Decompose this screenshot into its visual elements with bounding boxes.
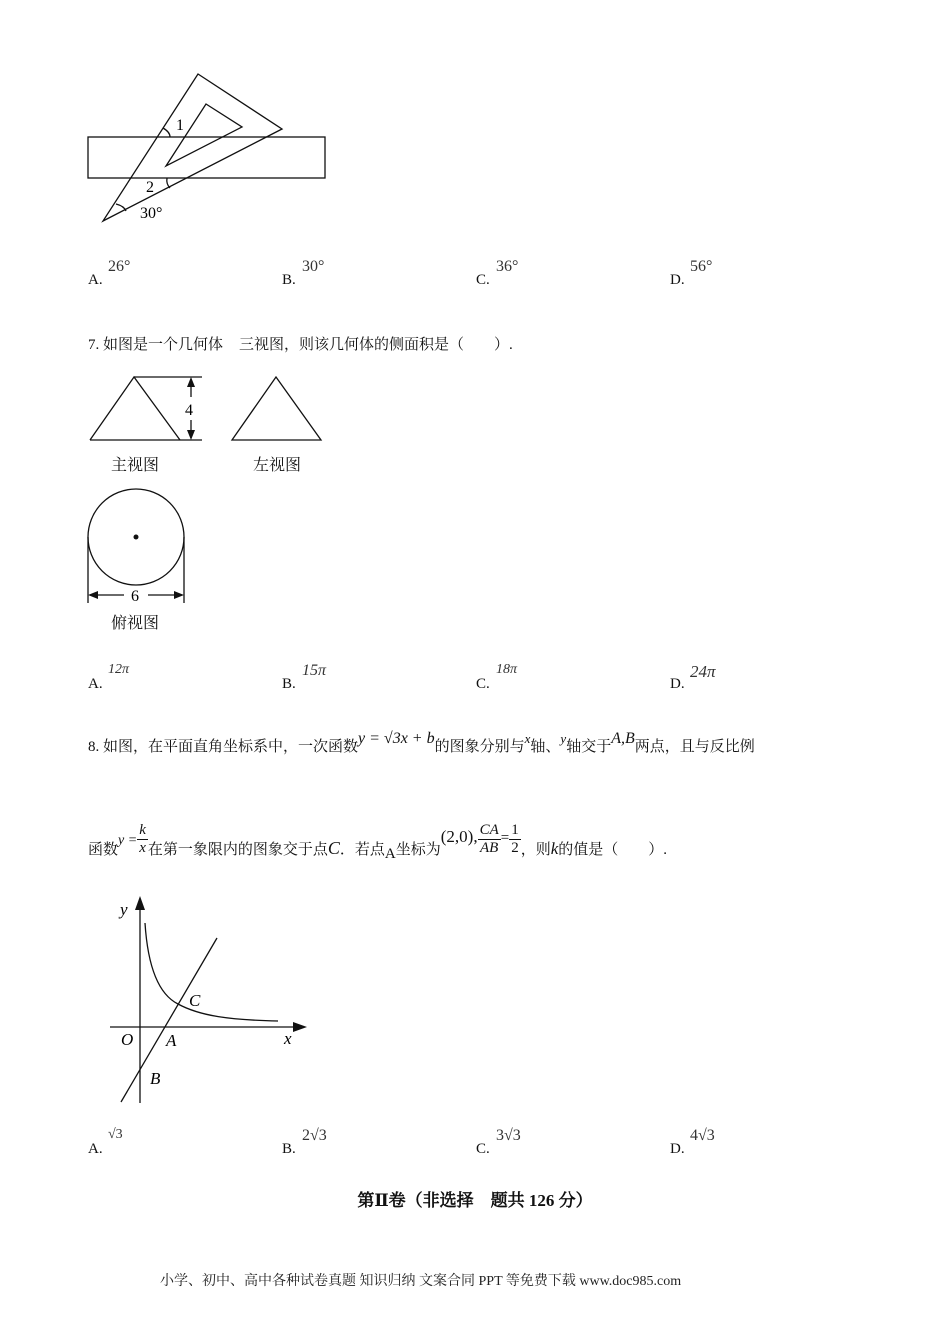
option-value: 12π xyxy=(108,662,130,677)
inverse-function-lhs: y = xyxy=(118,833,138,849)
ruler-rect xyxy=(88,137,325,178)
q8-text: 坐标为 xyxy=(395,842,441,859)
equals: = xyxy=(500,830,510,847)
q8-stem-line2 xyxy=(88,812,668,863)
q7-options xyxy=(0,662,950,702)
option-value: 26° xyxy=(108,258,131,275)
point-c-label: C xyxy=(189,991,201,1010)
option-label: B. xyxy=(282,676,296,692)
q8-text: 两点，且与反比例 xyxy=(634,739,755,755)
q8-text: 8. 如图，在平面直角坐标系中，一次函数 xyxy=(88,739,359,755)
q7-figure xyxy=(80,365,340,645)
points-ab: A,B xyxy=(611,730,635,747)
option-value: 30° xyxy=(302,258,325,275)
q8-text: 的图象分别与 xyxy=(434,739,525,755)
fraction-denominator: x xyxy=(139,839,146,856)
y-axis-label: y xyxy=(120,900,128,919)
set-square-inner xyxy=(166,104,242,166)
option-label: C. xyxy=(476,676,490,692)
ratio-fraction xyxy=(478,822,501,856)
q7-stem-prefix: 7. 如图是一个几何体 xyxy=(88,337,224,353)
option-value: 24π xyxy=(690,662,716,681)
option-value: √3 xyxy=(108,1127,123,1142)
option-value: 4√3 xyxy=(690,1127,715,1144)
q8-options xyxy=(0,1127,950,1167)
point-c: C xyxy=(327,838,340,859)
angle-2-arc xyxy=(167,178,170,188)
height-label: 4 xyxy=(185,402,193,419)
x-var: x xyxy=(524,731,531,746)
x-axis-label: x xyxy=(284,1029,292,1048)
inverse-function-curve xyxy=(145,923,278,1021)
left-view-triangle xyxy=(232,377,321,440)
y-axis-arrow xyxy=(135,896,145,910)
q7-stem-suffix: 三视图，则该几何体的侧面积是（ ）. xyxy=(239,337,513,353)
front-view-triangle xyxy=(90,377,180,440)
q8-text: 轴交于 xyxy=(566,739,612,755)
fraction-denominator: AB xyxy=(480,839,499,856)
linear-function-formula: y = √3x + b xyxy=(358,730,435,747)
angle-1-arc xyxy=(163,128,170,137)
center-dot xyxy=(134,535,139,540)
footer-text: 小学、初中、高中各种试卷真题 知识归纳 文案合同 PPT 等免费下载 www.doc985.com xyxy=(160,1274,682,1289)
point-a-label: A xyxy=(166,1031,177,1050)
q8-text: ，则 xyxy=(520,842,551,859)
point-a: A xyxy=(384,846,396,863)
x-axis-arrow xyxy=(293,1022,307,1032)
coord-a: (2,0), xyxy=(440,827,478,847)
option-value: 56° xyxy=(690,258,713,275)
angle-30-label: 30° xyxy=(140,205,163,222)
q8-stem-line1 xyxy=(88,730,755,756)
q6-figure xyxy=(80,60,340,230)
angle-2-label: 2 xyxy=(146,179,154,196)
left-view-caption: 左视图 xyxy=(253,457,302,474)
q8-figure xyxy=(90,890,330,1110)
q8-text: 函数 xyxy=(88,842,119,859)
fraction-numerator: CA xyxy=(479,822,499,838)
origin-label: O xyxy=(121,1030,134,1049)
option-label: A. xyxy=(88,272,103,288)
angle-1-label: 1 xyxy=(176,117,184,134)
linear-function-line xyxy=(121,938,217,1102)
inverse-function-fraction xyxy=(137,822,148,856)
set-square-outer xyxy=(103,74,282,221)
point-b-label: B xyxy=(150,1069,161,1088)
option-label: D. xyxy=(670,676,685,692)
option-value: 36° xyxy=(496,258,519,275)
option-label: C. xyxy=(476,272,490,288)
option-value: 15π xyxy=(302,662,327,679)
front-view-caption: 主视图 xyxy=(111,457,160,474)
section-title: 第Ⅱ卷（非选择 题共 126 分） xyxy=(357,1191,593,1210)
option-label: B. xyxy=(282,1141,296,1157)
option-label: A. xyxy=(88,676,103,692)
q8-text: 轴、 xyxy=(530,739,561,755)
q8-text: ．若点 xyxy=(339,842,385,859)
q8-text: 的值是（ ）. xyxy=(558,842,668,859)
option-label: A. xyxy=(88,1141,103,1157)
fraction-numerator: k xyxy=(139,822,146,838)
option-value: 18π xyxy=(496,662,518,677)
option-label: D. xyxy=(670,272,685,288)
q7-stem xyxy=(88,333,513,354)
option-label: B. xyxy=(282,272,296,288)
option-label: C. xyxy=(476,1141,490,1157)
option-value: 3√3 xyxy=(496,1127,521,1144)
q8-text: 在第一象限内的图象交于点 xyxy=(147,842,328,859)
top-view-caption: 俯视图 xyxy=(111,615,160,632)
k-var: k xyxy=(550,839,559,859)
diameter-label: 6 xyxy=(131,588,139,605)
half-fraction xyxy=(509,822,521,856)
option-value: 2√3 xyxy=(302,1127,327,1144)
y-var: y xyxy=(560,731,567,746)
fraction-denominator: 2 xyxy=(511,839,519,856)
q6-options xyxy=(0,258,950,298)
option-label: D. xyxy=(670,1141,685,1157)
fraction-numerator: 1 xyxy=(511,822,519,838)
